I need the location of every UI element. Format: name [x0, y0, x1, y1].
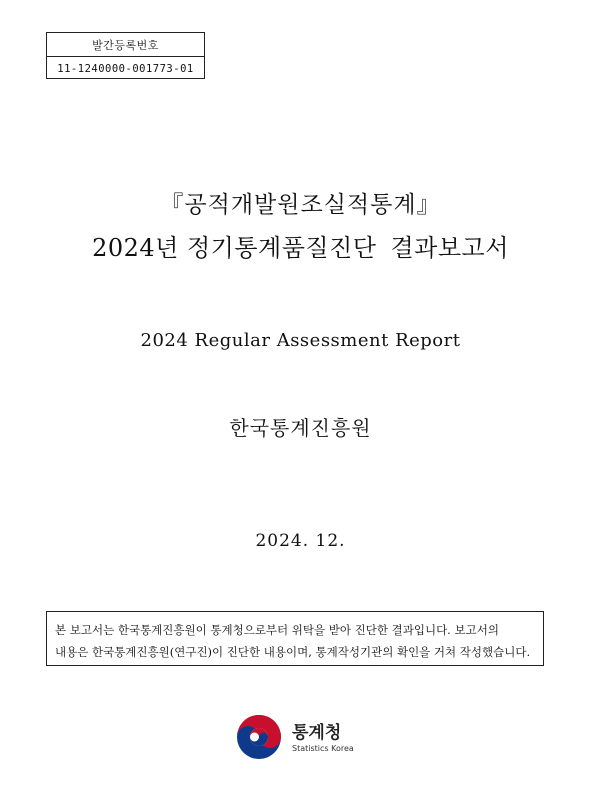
statistics-korea-logo	[236, 714, 366, 764]
report-title-main: 2024년 정기통계품질진단	[92, 234, 377, 262]
notice-line-2: 내용은 한국통계진흥원(연구진)이 진단한 내용이며, 통계작성기관의 확인을 거쳐 작성했습니다.	[55, 645, 531, 659]
organization-name: 한국통계진흥원	[229, 416, 372, 440]
logo-name-english: Statistics Korea	[292, 744, 354, 753]
publication-label: 발간등록번호	[47, 33, 204, 57]
publication-registration-box	[46, 32, 205, 79]
report-title-line1: 『공적개발원조실적통계』	[160, 192, 441, 218]
report-date: 2024. 12.	[255, 531, 346, 551]
notice-line-1: 본 보고서는 한국통계진흥원이 통계청으로부터 위탁을 받아 진단한 결과입니다. 보고서의	[55, 623, 499, 637]
taegeuk-emblem-icon	[236, 714, 282, 760]
notice-box	[46, 611, 544, 666]
report-title-line2	[0, 228, 601, 263]
report-title-suffix: 결과보고서	[390, 234, 509, 262]
report-subtitle: 2024 Regular Assessment Report	[140, 330, 461, 351]
publication-number: 11-1240000-001773-01	[57, 62, 194, 75]
logo-name-korean: 통계청	[292, 723, 342, 743]
